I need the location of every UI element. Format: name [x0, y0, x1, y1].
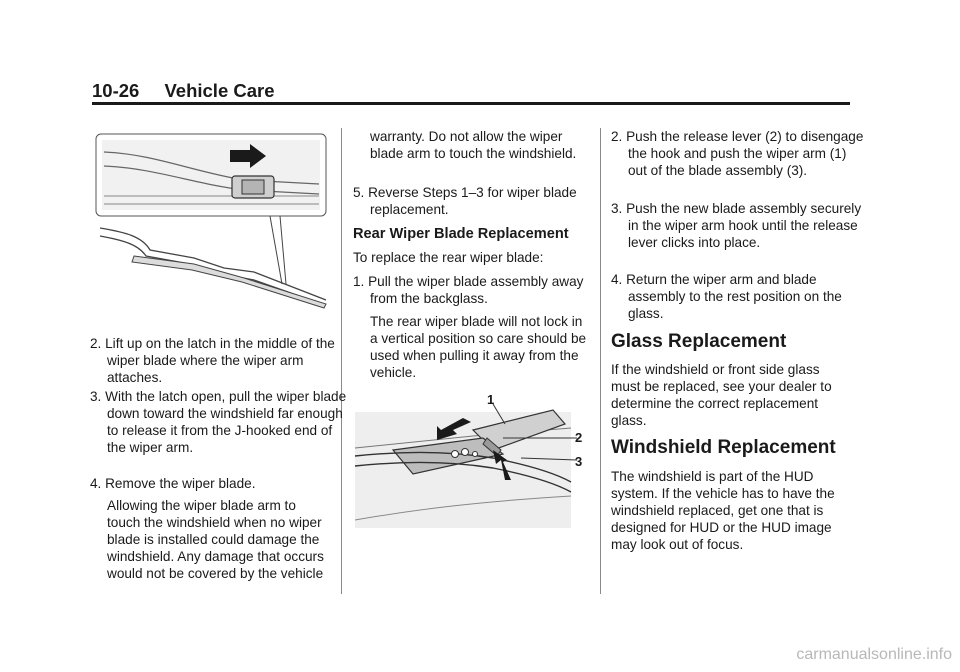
rear-step-1-text: 1. Pull the wiper blade assembly away from the backglass.: [353, 274, 584, 306]
windshield-replacement-text: The windshield is part of the HUD system. If the vehicle has to have the windshield replaced, get one that is designed for HUD or the HUD image may look out of focus.: [611, 469, 835, 552]
page-header: [92, 80, 275, 102]
windshield-replacement-heading: Windshield Replacement: [611, 437, 836, 458]
step-4-text: 4. Remove the wiper blade.: [90, 476, 256, 491]
wiper-latch-illustration: [94, 132, 330, 310]
step-2-text: 2. Lift up on the latch in the middle of the wiper blade where the wiper arm attaches.: [90, 336, 335, 385]
section-title: Vehicle Care: [164, 80, 275, 101]
callout-1: 1: [487, 392, 495, 407]
step-4-return-text: 4. Return the wiper arm and blade assembly to the rest position on the glass.: [611, 272, 842, 321]
step-5-text: 5. Reverse Steps 1–3 for wiper blade replacement.: [353, 185, 577, 217]
callout-3: 3: [575, 454, 583, 469]
glass-replacement-text: If the windshield or front side glass must be replaced, see your dealer to determine the correct replacement glass.: [611, 362, 832, 428]
page-number: 10-26: [92, 80, 140, 101]
callout-2: 2: [575, 430, 583, 445]
watermark: carmanualsonline.info: [796, 646, 952, 663]
glass-replacement-heading: Glass Replacement: [611, 331, 787, 352]
step-2-release-text: 2. Push the release lever (2) to disengage the hook and push the wiper arm (1) out of the blade assembly (3).: [611, 129, 864, 178]
caution-text: Allowing the wiper blade arm to touch the windshield when no wiper blade is installed could damage the windshield. Any damage that occurs would not be covered by the vehicle: [107, 498, 324, 581]
rear-note-text: The rear wiper blade will not lock in a vertical position so care should be used when pulling it away from the vehicle.: [370, 314, 587, 380]
step-3-text: 3. With the latch open, pull the wiper blade down toward the windshield far enough to release it from the J-hooked end of the wiper arm.: [90, 389, 347, 455]
step-3-new-blade-text: 3. Push the new blade assembly securely in the wiper arm hook until the release lever clicks into place.: [611, 201, 862, 250]
header-rule: [92, 102, 850, 105]
rear-wiper-illustration: [353, 392, 593, 532]
rear-wiper-heading: Rear Wiper Blade Replacement: [353, 226, 569, 242]
caution-continued-text: warranty. Do not allow the wiper blade arm to touch the windshield.: [370, 129, 577, 161]
rear-intro-text: To replace the rear wiper blade:: [353, 250, 544, 265]
